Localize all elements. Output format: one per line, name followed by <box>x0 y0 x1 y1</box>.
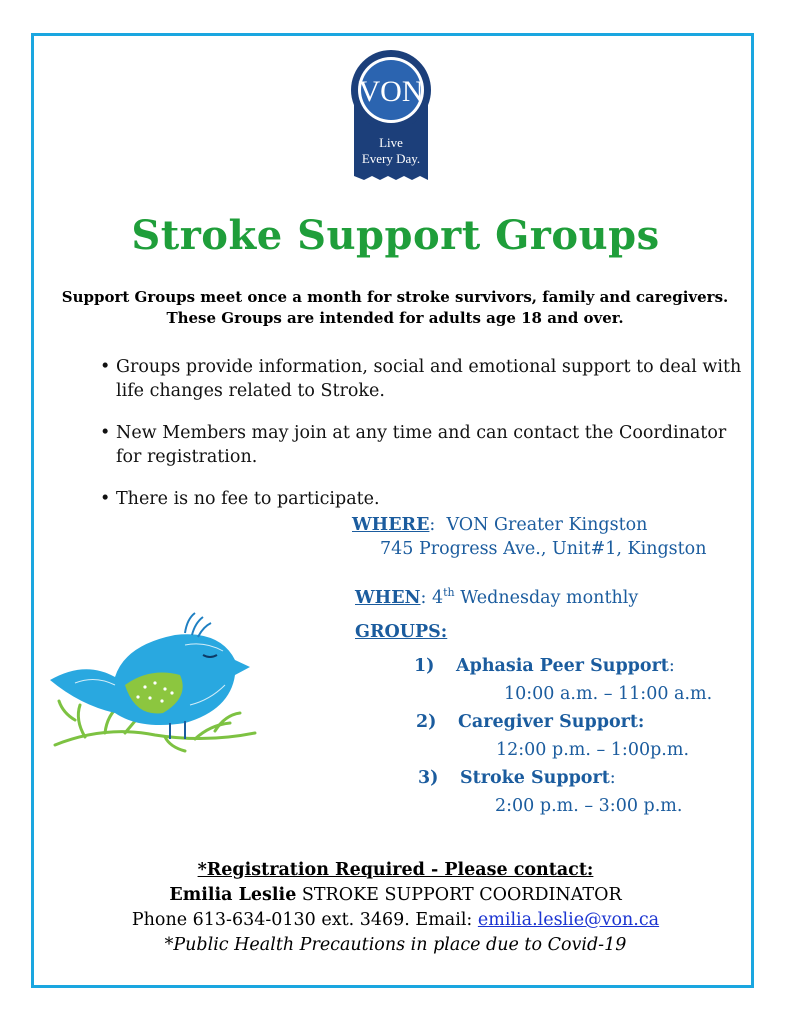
phone-line <box>0 908 791 933</box>
logo-tagline-2: Every Day. <box>361 151 421 166</box>
group-time: 12:00 p.m. – 1:00p.m. <box>496 740 690 760</box>
bullet-item: • There is no fee to participate. <box>100 489 380 509</box>
where-label: WHERE <box>352 515 430 535</box>
von-logo <box>340 50 442 182</box>
where-line2: 745 Progress Ave., Unit#1, Kingston <box>380 539 707 559</box>
covid-note: *Public Health Precautions in place due to Covid-19 <box>164 935 627 955</box>
logo-tagline-1: Live <box>379 135 403 150</box>
when-suffix: th <box>443 586 455 599</box>
when-label: WHEN <box>355 587 421 608</box>
contact-name: Emilia Leslie <box>169 885 297 905</box>
logo-brand-text: VON <box>358 75 424 108</box>
group-item: 3) Stroke Support: <box>418 768 616 788</box>
email-link[interactable]: emilia.leslie@von.ca <box>477 910 660 930</box>
intro-text: Support Groups meet once a month for stroke survivors, family and caregivers. These Groups are intended for adults age 18 and over. <box>61 288 729 327</box>
when-text: Wednesday monthly <box>460 587 639 608</box>
page-title: Stroke Support Groups <box>131 212 660 259</box>
contact-line <box>0 883 791 908</box>
footer <box>0 858 791 958</box>
when-day-num: 4 <box>432 587 444 608</box>
where-line1: VON Greater Kingston <box>446 515 648 535</box>
where-section: WHERE: VON Greater Kingston 745 Progress Ave., Unit#1, Kingston <box>352 515 707 559</box>
group-item: 1) Aphasia Peer Support: <box>414 656 675 676</box>
bullet-item: • New Members may join at any time and can contact the Coordinator for registration. <box>100 423 727 467</box>
group-item: 2) Caregiver Support: <box>416 712 645 732</box>
group-time: 2:00 p.m. – 3:00 p.m. <box>495 796 683 816</box>
bullet-list <box>98 355 748 529</box>
groups-label: GROUPS: <box>355 622 448 642</box>
when-section: WHEN: 4th Wednesday monthly <box>355 586 639 608</box>
bullet-item: • Groups provide information, social and emotional support to deal with life changes related to Stroke. <box>100 357 742 401</box>
registration-notice: *Registration Required - Please contact: <box>197 860 594 880</box>
phone-text: Phone 613-634-0130 ext. 3469. Email: <box>131 910 478 930</box>
group-time: 10:00 a.m. – 11:00 a.m. <box>504 684 713 704</box>
contact-role: STROKE SUPPORT COORDINATOR <box>296 885 622 905</box>
bird-illustration <box>45 605 260 755</box>
